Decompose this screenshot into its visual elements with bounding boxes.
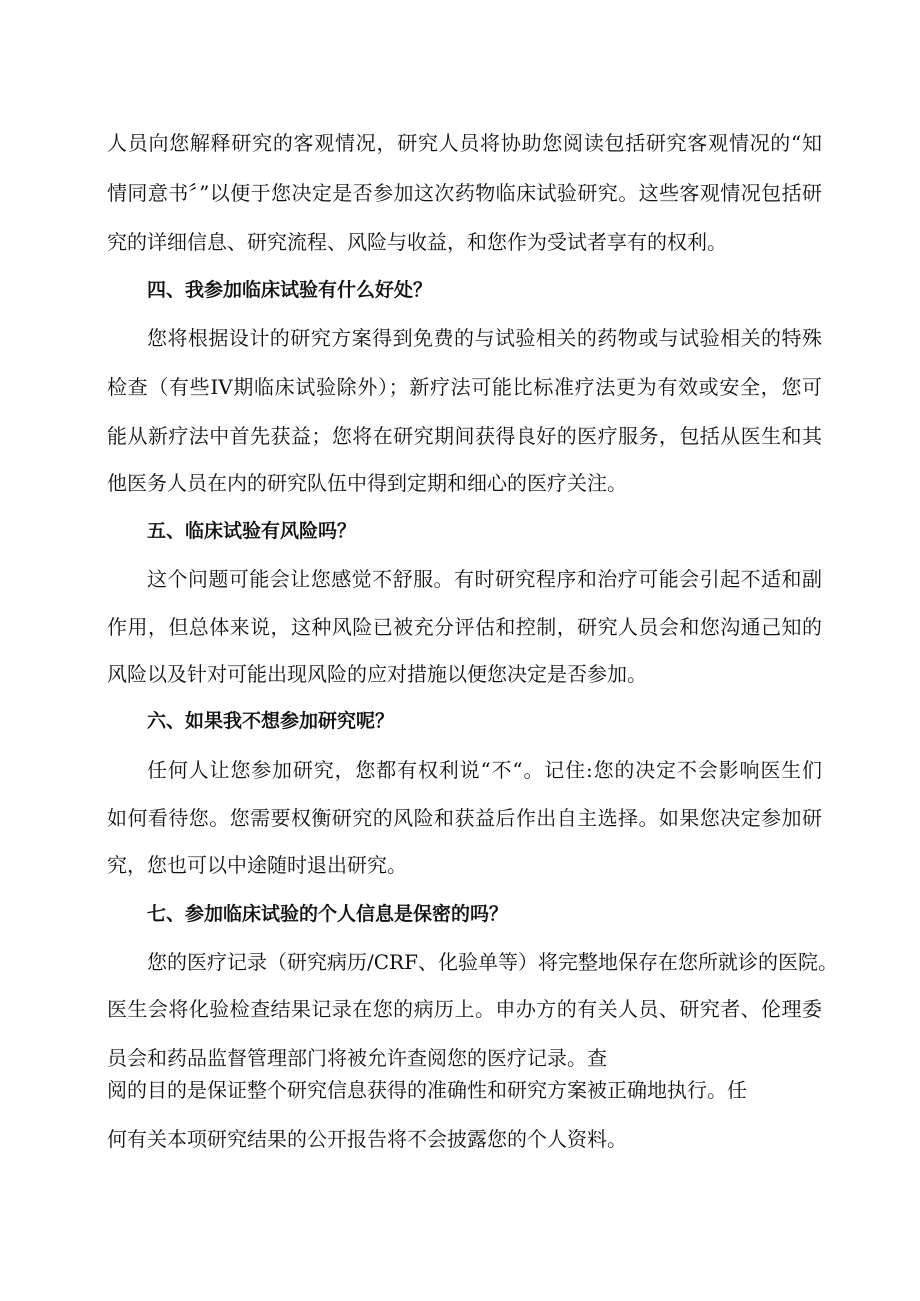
paragraph-line: 能从新疗法中首先获益；您将在研究期间获得良好的医疗服务，包括从医生和其	[107, 424, 822, 448]
paragraph-line: 他医务人员在内的研究队伍中得到定期和细心的医疗关注。	[107, 471, 627, 495]
paragraph-line: 究的详细信息、研究流程、风险与收益，和您作为受试者享有的权利。	[107, 230, 727, 254]
paragraph-line: 阅的目的是保证整个研究信息获得的准确性和研究方案被正确地执行。任	[107, 1078, 747, 1102]
paragraph-line: 您将根据设计的研究方案得到免费的与试验相关的药物或与试验相关的特殊	[147, 326, 822, 350]
paragraph-line: 如何看待您。您需要权衡研究的风险和获益后作出自主选择。如果您决定参加研	[107, 806, 822, 830]
paragraph-line: 检查（有些IV期临床试验除外）；新疗法可能比标准疗法更为有效或安全，您可	[107, 375, 822, 399]
paragraph-line: 情同意书〞”以便于您决定是否参加这次药物临床试验研究。这些客观情况包括研	[107, 181, 822, 205]
paragraph-line: 这个问题可能会让您感觉不舒服。有时研究程序和治疗可能会引起不适和副	[147, 567, 822, 591]
paragraph-line: 作用，但总体来说，这种风险已被充分评估和控制，研究人员会和您沟通己知的	[107, 615, 822, 639]
section-heading-privacy: 七、参加临床试验的个人信息是保密的吗？	[147, 903, 509, 925]
paragraph-line: 人员向您解释研究的客观情况，研究人员将协助您阅读包括研究客观情况的“知	[107, 131, 822, 155]
section-heading-decline: 六、如果我不想参加研究呢？	[147, 710, 395, 732]
paragraph-line: 您的医疗记录（研究病历/CRF、化验单等）将完整地保存在您所就诊的医院。	[147, 950, 838, 974]
paragraph-line: 何有关本项研究结果的公开报告将不会披露您的个人资料。	[107, 1127, 627, 1151]
paragraph-line: 究，您也可以中途随时退出研究。	[107, 853, 407, 877]
section-heading-risks: 五、临床试验有风险吗？	[147, 520, 357, 542]
paragraph-line: 医生会将化验检查结果记录在您的病历上。申办方的有关人员、研究者、伦理委	[107, 997, 822, 1021]
paragraph-line: 员会和药品监督管理部门将被允许查阅您的医疗记录。查	[107, 1046, 607, 1070]
paragraph-line: 风险以及针对可能出现风险的应对措施以便您决定是否参加。	[107, 662, 647, 686]
paragraph-line: 任何人让您参加研究，您都有权利说“不“。记住:您的决定不会影响医生们	[147, 758, 822, 782]
section-heading-benefits: 四、我参加临床试验有什么好处？	[147, 279, 433, 301]
